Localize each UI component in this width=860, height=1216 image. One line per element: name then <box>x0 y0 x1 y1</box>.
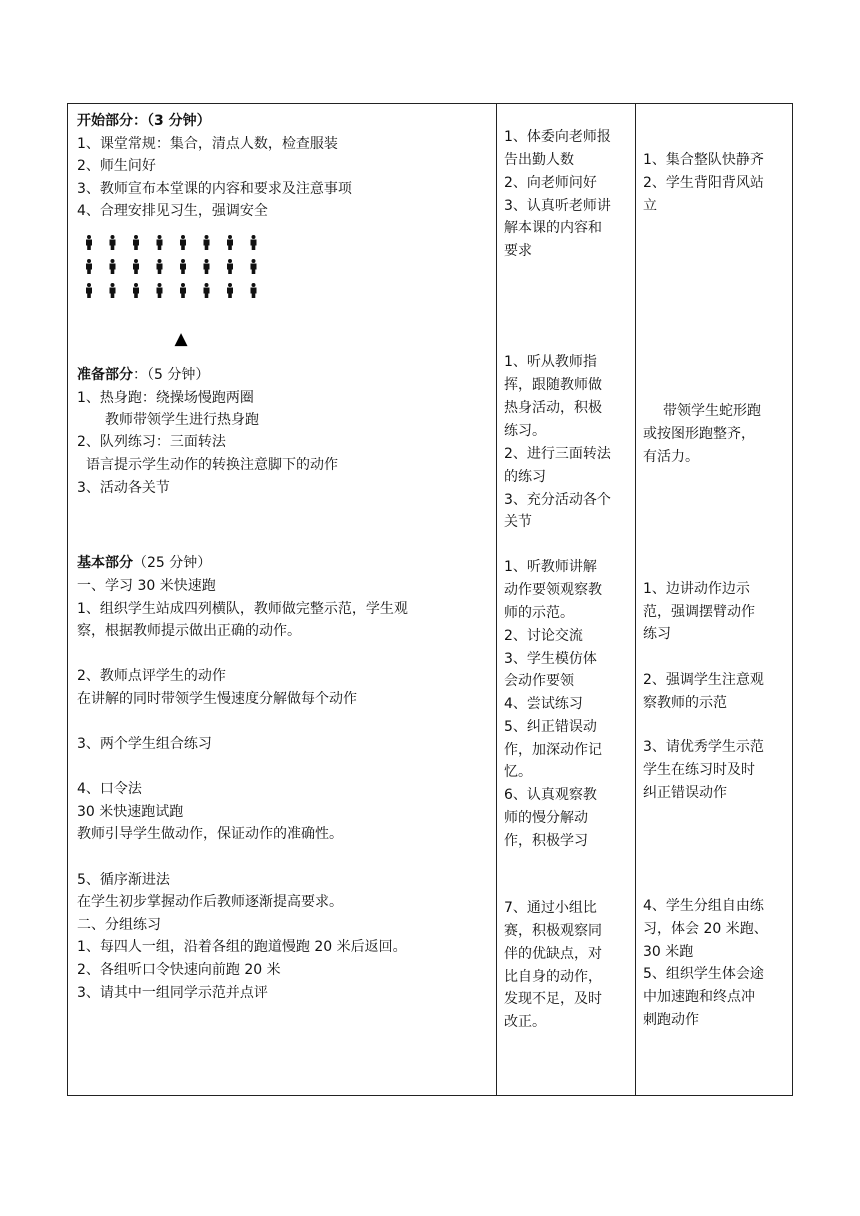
student-basic2-line: 发现不足，及时 <box>504 991 602 1007</box>
student-start-line: 解本课的内容和 <box>504 220 602 236</box>
requirement-basic4-line: 习，体会 20 米跑、 <box>643 921 768 937</box>
student-basic2-line: 比自身的动作， <box>504 969 602 985</box>
student-basic-line: 忆。 <box>504 764 532 780</box>
prep-section-heading <box>77 364 209 387</box>
basic-section-time: （25 分钟） <box>133 555 212 571</box>
basic-section-heading <box>77 552 211 575</box>
student-figure-icon <box>157 283 163 298</box>
student-start-line: 告出勤人数 <box>504 152 574 168</box>
student-figure-icon <box>133 259 139 274</box>
student-basic2-line: 改正。 <box>504 1014 546 1030</box>
prep-item: 2、队列练习：三面转法 <box>77 434 226 450</box>
basic-line: 2、各组听口令快速向前跑 20 米 <box>77 962 281 978</box>
basic-line: 3、请其中一组同学示范并点评 <box>77 985 268 1001</box>
student-figure-icon <box>251 283 257 298</box>
prep-section-title: 准备部分 <box>77 367 133 383</box>
student-start-line: 1、体委向老师报 <box>504 129 611 145</box>
student-basic-line: 作，加深动作记 <box>504 742 602 758</box>
student-figure-icon <box>180 283 186 298</box>
student-basic-line: 3、学生模仿体 <box>504 651 597 667</box>
student-prep-line: 的练习 <box>504 469 546 485</box>
student-basic-line: 会动作要领 <box>504 673 574 689</box>
student-figure-icon <box>110 283 116 298</box>
start-item: 2、师生问好 <box>77 158 156 174</box>
requirement-basic-line: 学生在练习时及时 <box>643 762 755 778</box>
student-prep-line: 2、进行三面转法 <box>504 446 611 462</box>
basic-line: 3、两个学生组合练习 <box>77 736 212 752</box>
requirement-prep-line: 或按图形跑整齐， <box>643 426 755 442</box>
student-figure-icon <box>110 259 116 274</box>
requirement-start-line: 立 <box>643 198 657 214</box>
student-figure-icon <box>204 259 210 274</box>
student-figure-icon <box>180 235 186 250</box>
prep-item: 1、热身跑：绕操场慢跑两圈 <box>77 390 254 406</box>
requirement-prep-line: 带领学生蛇形跑 <box>663 403 761 419</box>
basic-line: 二、分组练习 <box>77 917 161 933</box>
student-figure-icon <box>110 235 116 250</box>
requirement-basic-line: 1、边讲动作边示 <box>643 581 750 597</box>
student-figure-icon <box>133 235 139 250</box>
student-prep-line: 3、充分活动各个 <box>504 492 611 508</box>
basic-line: 2、教师点评学生的动作 <box>77 668 226 684</box>
requirement-basic-line: 3、请优秀学生示范 <box>643 739 764 755</box>
student-figure-icon <box>227 259 233 274</box>
basic-section-title: 基本部分 <box>77 555 133 571</box>
requirement-basic-line: 练习 <box>643 626 671 642</box>
student-figure-icon <box>157 235 163 250</box>
student-figure-icon <box>180 259 186 274</box>
student-basic2-line: 伴的优缺点，对 <box>504 946 602 962</box>
requirement-basic4-line: 刺跑动作 <box>643 1012 699 1028</box>
start-section-title: 开始部分 <box>77 113 133 129</box>
student-prep-line: 挥，跟随教师做 <box>504 377 602 393</box>
student-prep-line: 关节 <box>504 514 532 530</box>
basic-line: 5、循序渐进法 <box>77 872 170 888</box>
student-figure-icon <box>227 235 233 250</box>
student-figure-icon <box>157 259 163 274</box>
formation-diagram <box>83 232 263 347</box>
student-prep-line: 1、听从教师指 <box>504 354 597 370</box>
column-divider-1 <box>496 104 497 1095</box>
requirement-basic-line: 纠正错误动作 <box>643 785 727 801</box>
requirement-start-line: 1、集合整队快静齐 <box>643 152 764 168</box>
column-divider-2 <box>635 104 636 1095</box>
requirement-basic4-line: 4、学生分组自由练 <box>643 898 764 914</box>
start-section-time: ：（3 分钟） <box>133 113 211 129</box>
basic-line: 一、学习 30 米快速跑 <box>77 578 216 594</box>
student-figure-icon <box>251 259 257 274</box>
student-prep-line: 练习。 <box>504 423 546 439</box>
student-figure-icon <box>204 235 210 250</box>
start-item: 4、合理安排见习生，强调安全 <box>77 203 268 219</box>
student-figure-icon <box>86 283 92 298</box>
basic-line: 在学生初步掌握动作后教师逐渐提高要求。 <box>77 894 343 910</box>
basic-line: 教师引导学生做动作，保证动作的准确性。 <box>77 826 343 842</box>
requirement-prep-line: 有活力。 <box>643 449 699 465</box>
student-figure-icon <box>86 235 92 250</box>
student-basic-line: 6、认真观察教 <box>504 787 597 803</box>
requirement-basic4-line: 30 米跑 <box>643 944 694 960</box>
student-basic-line: 5、纠正错误动 <box>504 719 597 735</box>
student-basic-line: 师的慢分解动 <box>504 810 588 826</box>
student-figure-icon <box>133 283 139 298</box>
requirement-start-line: 2、学生背阳背风站 <box>643 175 764 191</box>
prep-section-time: ：（5 分钟） <box>133 367 210 383</box>
student-basic-line: 动作要领观察教 <box>504 582 602 598</box>
basic-line: 在讲解的同时带领学生慢速度分解做每个动作 <box>77 691 357 707</box>
requirement-basic-line: 2、强调学生注意观 <box>643 672 764 688</box>
prep-item: 3、活动各关节 <box>77 480 170 496</box>
student-figure-icon <box>227 283 233 298</box>
start-item: 1、课堂常规：集合，清点人数，检查服装 <box>77 136 338 152</box>
requirement-basic-line: 范，强调摆臂动作 <box>643 604 755 620</box>
student-basic-line: 师的示范。 <box>504 605 574 621</box>
student-basic-line: 作，积极学习 <box>504 833 588 849</box>
student-figure-icon <box>86 259 92 274</box>
requirement-basic-line: 察教师的示范 <box>643 695 727 711</box>
start-section-heading <box>77 110 211 133</box>
teacher-marker: ▲ <box>174 329 188 347</box>
student-basic-line: 1、听教师讲解 <box>504 559 597 575</box>
basic-line: 察，根据教师提示做出正确的动作。 <box>77 623 301 639</box>
student-basic-line: 4、尝试练习 <box>504 696 583 712</box>
requirement-basic4-line: 5、组织学生体会途 <box>643 966 764 982</box>
student-basic2-line: 赛，积极观察同 <box>504 923 602 939</box>
prep-item: 语言提示学生动作的转换注意脚下的动作 <box>86 457 338 473</box>
student-basic2-line: 7、通过小组比 <box>504 900 597 916</box>
basic-line: 30 米快速跑试跑 <box>77 804 184 820</box>
requirement-basic4-line: 中加速跑和终点冲 <box>643 989 755 1005</box>
student-figure-icon <box>251 235 257 250</box>
student-start-line: 2、向老师问好 <box>504 175 597 191</box>
student-prep-line: 热身活动，积极 <box>504 400 602 416</box>
prep-item: 教师带领学生进行热身跑 <box>105 412 259 428</box>
basic-line: 1、每四人一组，沿着各组的跑道慢跑 20 米后返回。 <box>77 939 407 955</box>
student-start-line: 3、认真听老师讲 <box>504 198 611 214</box>
basic-line: 4、口令法 <box>77 781 142 797</box>
student-figure-icon <box>204 283 210 298</box>
student-start-line: 要求 <box>504 243 532 259</box>
student-basic-line: 2、讨论交流 <box>504 628 583 644</box>
start-item: 3、教师宣布本堂课的内容和要求及注意事项 <box>77 181 352 197</box>
basic-line: 1、组织学生站成四列横队，教师做完整示范，学生观 <box>77 601 408 617</box>
